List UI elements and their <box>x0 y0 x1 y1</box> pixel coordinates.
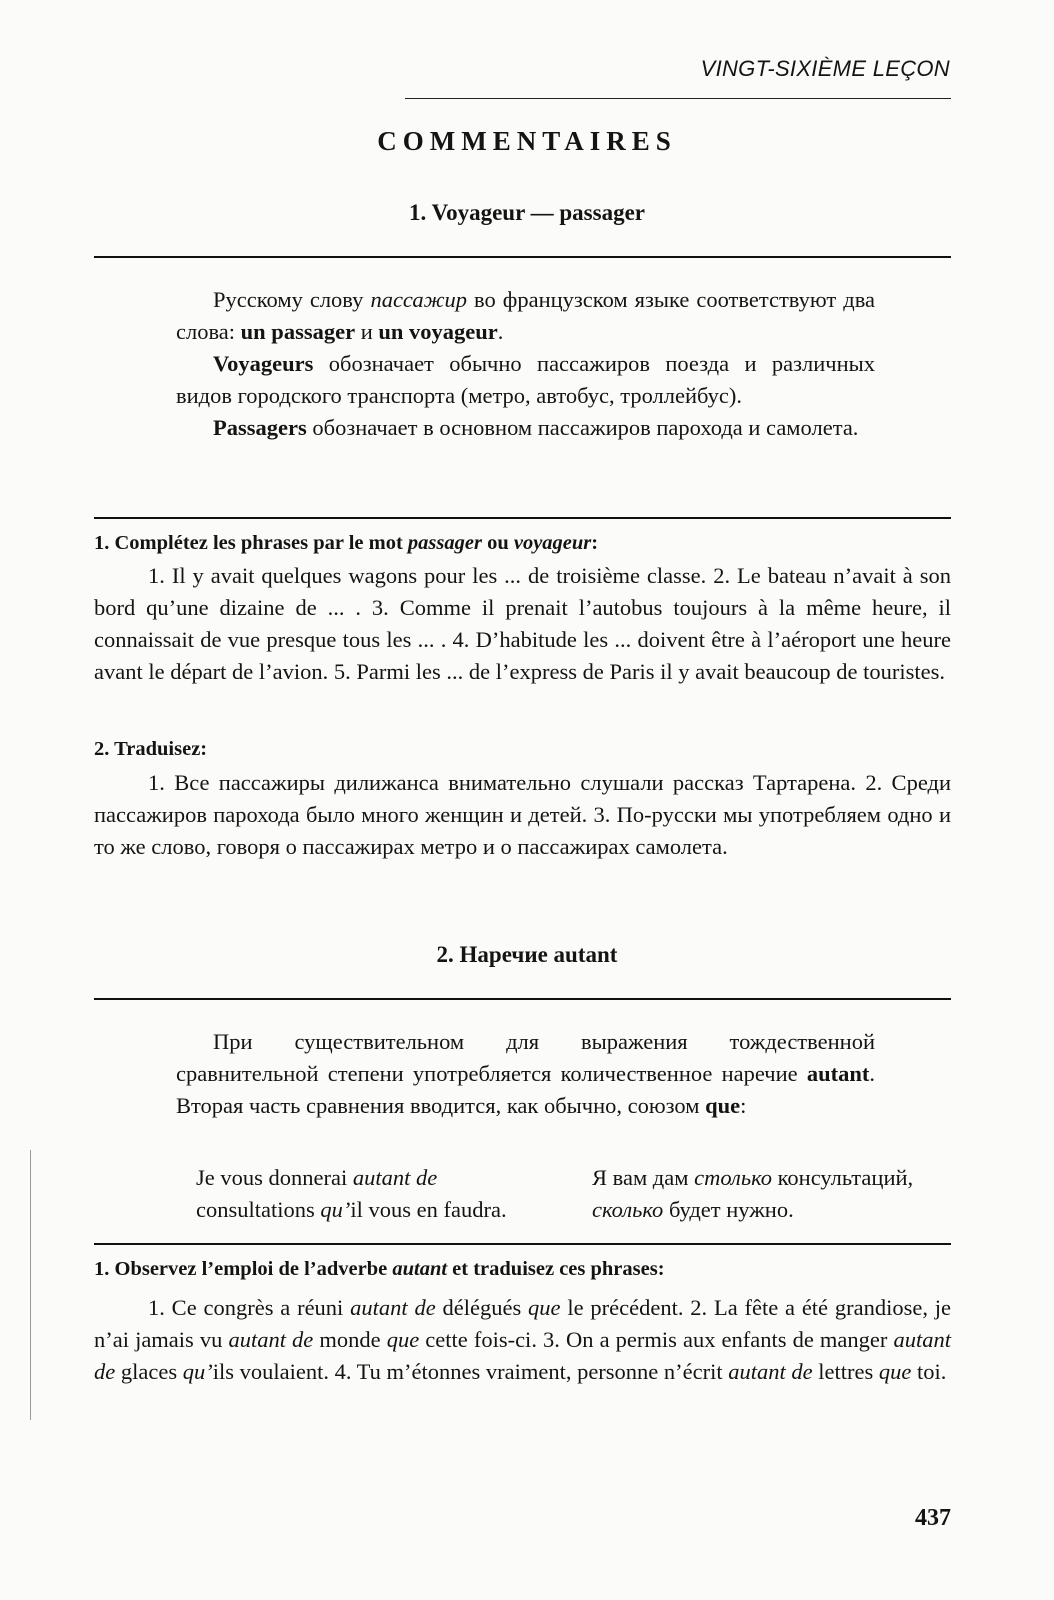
italic-term: que <box>386 1327 420 1352</box>
section-1-rule-bottom <box>94 517 951 519</box>
running-head: VINGT-SIXIÈME LEÇON <box>700 56 950 81</box>
header-rule <box>405 98 951 99</box>
text-run: consultations <box>196 1197 321 1222</box>
text-run: : <box>591 532 599 554</box>
text-run: cette fois-ci. 3. On a permis aux enfants de manger <box>419 1327 894 1352</box>
text-run: ils voulaient. 4. Tu m’étonnes vraiment, personne n’écrit <box>212 1359 729 1384</box>
text-run: консультаций, <box>772 1165 914 1190</box>
exercise-1-heading <box>94 532 598 555</box>
bold-term: Passagers <box>213 415 307 440</box>
text-run: 1. Ce congrès a réuni <box>148 1295 351 1320</box>
exercise-2-text: 1. Все пассажиры дилижанса внимательно слушали рассказ Тартарена. 2. Среди пассажиров парохода было много женщин и детей. 3. По-русски мы употребляем одно и то же слово, говоря о пассажирах метро и о пассажирах самолета. <box>94 770 951 859</box>
italic-term: autant de <box>228 1327 314 1352</box>
text-run: 1. Observez l’emploi de l’adverbe <box>94 1258 393 1280</box>
italic-term: qu’ <box>320 1197 351 1222</box>
italic-term: autant <box>392 1258 448 1280</box>
section-1-rule-top <box>94 256 951 258</box>
bold-term: Voyageurs <box>213 351 314 376</box>
text-run: le précédent. 2. La fête a été grandiose, je n’ai jamais vu <box>94 1295 951 1352</box>
italic-term: пассажир <box>370 287 468 312</box>
text-run: Русскому слову <box>213 287 371 312</box>
example-french <box>196 1162 576 1226</box>
italic-term: autant de <box>94 1327 951 1384</box>
text-run: . Вторая часть сравнения вводится, как обычно, союзом <box>176 1061 875 1118</box>
text-run: обозначает в основном пассажиров парохода и самолета. <box>306 415 859 440</box>
section-2-heading: 2. Наречие autant <box>436 942 618 967</box>
bold-term: autant <box>806 1061 870 1086</box>
text-run: будет нужно. <box>663 1197 794 1222</box>
section-1-heading: 1. Voyageur — passager <box>409 200 645 225</box>
italic-term: столько <box>694 1165 773 1190</box>
italic-term: autant de <box>350 1295 436 1320</box>
text-run: Я вам дам <box>592 1165 695 1190</box>
text-run: Je vous donnerai <box>196 1165 353 1190</box>
bold-term: que <box>705 1093 741 1118</box>
text-run: При существительном для выражения тождественной сравнительной степени употребляется количественное наречие <box>176 1029 875 1086</box>
text-run: toi. <box>911 1359 947 1384</box>
italic-term: passager <box>407 532 482 554</box>
example-russian <box>592 1162 952 1226</box>
text-run: il vous en faudra. <box>350 1197 507 1222</box>
bold-term: un voyageur <box>378 319 498 344</box>
text-run: ou <box>481 532 514 554</box>
italic-term: que <box>878 1359 912 1384</box>
scan-margin-line <box>30 1150 31 1420</box>
explanation-paragraph-1 <box>176 284 875 348</box>
italic-term: qu’ <box>182 1359 213 1384</box>
section-2-rule-bottom <box>94 1243 951 1245</box>
text-run: во французском языке соответствуют два слова: <box>176 287 876 344</box>
bold-term: un passager <box>240 319 356 344</box>
text-run: monde <box>313 1327 387 1352</box>
text-run: délégués <box>435 1295 529 1320</box>
explanation-paragraph-2 <box>176 348 875 412</box>
text-run: glaces <box>115 1359 183 1384</box>
italic-term: сколько <box>592 1197 664 1222</box>
italic-term: autant de <box>352 1165 438 1190</box>
explanation-paragraph-3 <box>176 412 875 444</box>
exercise-3-heading <box>94 1258 665 1281</box>
exercise-1-text: 1. Il y avait quelques wagons pour les ... de troisième classe. 2. Le bateau n’avait à son bord qu’une dizaine de ... . 3. Comme il prenait l’autobus toujours à la même heure, il connaissait de vue presque tous les ... . 4. D’habitude les ... doivent être à l’aéroport une heure avant le départ de l’avion. 5. Parmi les ... de l’express de Paris il y avait beaucoup de touristes. <box>94 563 951 684</box>
text-run: et traduisez ces phrases: <box>447 1258 665 1280</box>
text-run: : <box>740 1093 747 1118</box>
text-run: обозначает обычно пассажиров поезда и различных видов городского транспорта (метро, автобус, троллейбус). <box>176 351 875 408</box>
text-run: 1. Complétez les phrases par le mot <box>94 532 408 554</box>
exercise-3-text <box>94 1292 951 1388</box>
section-2-explanation <box>176 1026 875 1122</box>
page-number: 437 <box>915 1505 951 1531</box>
text-run: lettres <box>812 1359 879 1384</box>
italic-term: autant de <box>728 1359 813 1384</box>
italic-term: que <box>528 1295 561 1320</box>
page-title: COMMENTAIRES <box>377 126 677 156</box>
explanation-paragraph <box>176 1026 875 1122</box>
exercise-2-heading: 2. Traduisez: <box>94 738 208 760</box>
section-1-explanation <box>176 284 875 444</box>
section-2-rule-top <box>94 998 951 1000</box>
italic-term: voyageur <box>513 532 592 554</box>
text-run: и <box>355 319 379 344</box>
text-run: . <box>497 319 504 344</box>
